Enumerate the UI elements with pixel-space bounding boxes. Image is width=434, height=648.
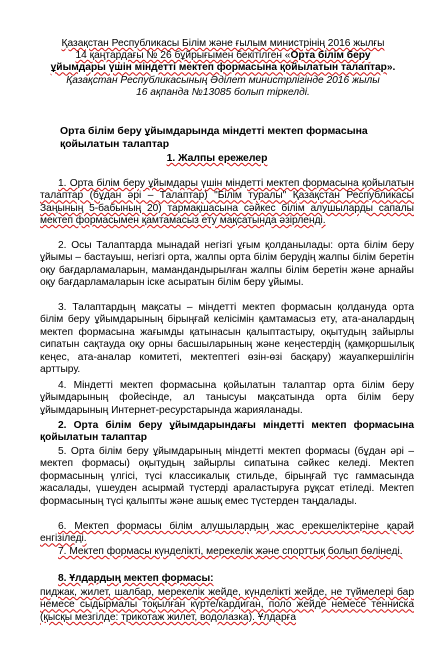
paragraph-3: 3. Талаптардың мақсаты – міндетті мектеп формасын қолдануда орта білім беру ұйымдарының бірыңғай келісімін қамтамасыз ету, ата-аналардың мектеп формасына жағымды қатынасын қалыптастыру, оқытудың зайырлы сипатын сақтауда оқу орны басшыларының және кеңестердің (қамқоршылық кеңес, ата-аналар комитеті, мектептегі өзін-өзі басқару) жауапкершілігін арттыру. [40,302,414,376]
paragraph-5: 5. Орта білім беру ұйымдарының міндетті мектеп формасы (бұдан әрі – мектеп формасы) оқытудың зайырлы сипатына сәйкес келеді. Мектеп формасының үлгісі, түсі классикалық стильде, бірыңғай түс гаммасында жасалады, үшеуден асырмай түстерді араластыруға рұқсат етіледі. Мектеп формасының түсі қалыпты және ашық емес түстерден таңдалады. [40,446,414,507]
header-line-3-end: ». [386,62,396,74]
paragraph-9: пиджак, жилет, шалбар, мерекелік жейде, күнделікті жейде, не түймелері бар немесе сыдырмалы тоқылған күрте/кардиган, поло жейде немесе тенниска (қысқы мезгілде: трикотаж жилет, водолазка). Ұлдарға [40,587,414,623]
paragraph-7: 7. Мектеп формасы күнделікті, мерекелік және спорттық болып бөлінеді. [58,546,403,557]
paragraph-2: 2. Осы Талаптарда мынадай негізгі ұғым қолданылады: орта білім беру ұйымы – бастауыш, негізгі орта, жалпы орта білім берудің жалпы білім беретін оқу бағдарламаларын, мамандандырылған жалпы білім беретін және арнайы оқу бағдарламаларын іске асыратын білім беру ұйымы. [40,240,414,289]
document-title: Орта білім беру ұйымдарында міндетті мектеп формасына қойылатын талаптар [60,126,368,150]
paragraph-4: 4. Міндетті мектеп формасына қойылатын талаптар орта білім беру ұйымдарының фойесінде, ал танысуы мақсатында орта білім беру ұйымдарының Интернет-ресурстарында жарияланады. [40,380,414,416]
header-link-title-start[interactable]: Орта білім беру [290,50,371,62]
document-header [40,38,406,99]
section-2-heading: 2. Орта білім беру ұйымдарындағы міндетті мектеп формасына қойылатын талаптар [40,420,414,444]
paragraph-1: 1. Орта білім беру ұйымдары үшін міндетті мектеп формасына қойылатын талаптар (бұдан әрі – Талаптар) "Білім туралы" Қазақстан Республикасы Заңының 5-бабының 20) тармақшасына сәйкес білім алушыларды сапалы мектеп формасымен қамтамасыз ету мақсатында әзірленді. [40,178,414,227]
paragraph-8: 8. Ұлдардың мектеп формасы: [58,573,214,584]
paragraph-6: 6. Мектеп формасы білім алушылардың жас ерекшеліктеріне қарай енгізіледі. [40,521,414,545]
header-line-1: Қазақстан Республикасы Білім және ғылым министрінің 2016 жылғы [61,38,385,49]
header-link-title-end[interactable]: ұйымдары үшін міндетті мектеп формасына қойылатын талаптар [50,62,387,74]
header-line-5: 16 ақпанда №13085 болып тіркелді. [136,86,310,98]
section-1-heading: 1. Жалпы ережелер [166,153,268,164]
header-line-4: Қазақстан Республикасының Әділет министрлігінде 2016 жылы [66,74,380,86]
header-line-2: 14 қаңтардағы № 26 бұйрығымен бекітілген « [75,50,291,62]
